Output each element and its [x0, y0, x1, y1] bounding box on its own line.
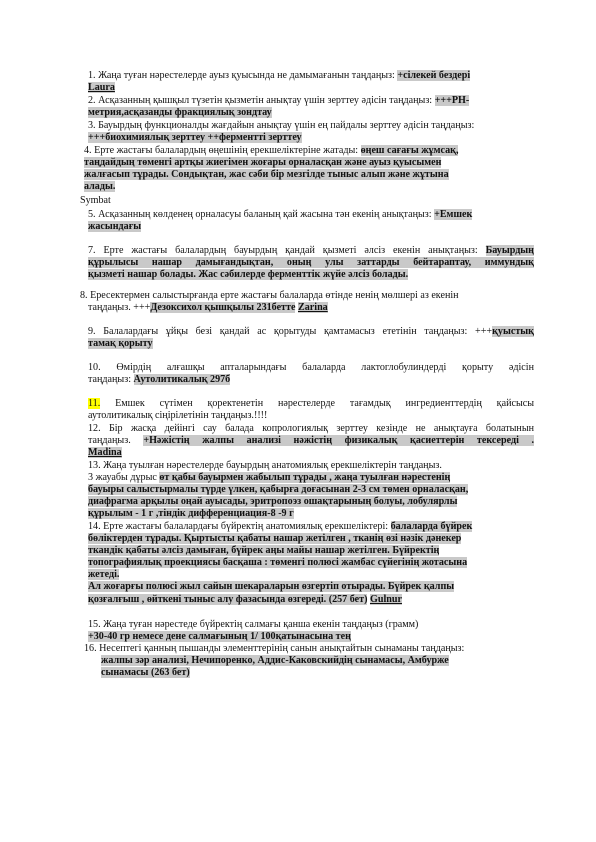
question-8-text-cont: таңдаңыз. +++	[88, 302, 151, 314]
question-13-text: 13. Жаңа туылған нәрестелерде бауырдың анатомиялық ерекшеліктерін таңдаңыз.	[88, 460, 442, 471]
question-3-answer: +++биохимиялық зерттеу ++ферменттi зерттеу	[88, 132, 302, 144]
question-13-answer-line: құрылым - 1 г ,тіндік дифференциация-8 -9 г	[88, 508, 294, 520]
question-5-text: 5. Асқазанның көлденең орналасуы баланың қай жасына тән екенің анықтаңыз:	[88, 209, 435, 220]
question-3-text: 3. Бауырдың функционалды жағдайын анықтау үшін ең пайдалы зерттеу әдісін таңдаңыз:	[88, 120, 475, 131]
question-10-text-cont: таңдаңыз:	[88, 374, 134, 386]
question-12-author: Madina	[88, 447, 122, 459]
question-7-answer-line: қызметі нашар болады. Жас сәбилерде ферменттік жүйе әлсіз болады.	[88, 269, 409, 281]
question-15	[88, 619, 418, 643]
question-1	[88, 70, 470, 94]
question-16-answer: жалпы зәр анализі, Нечипоренко, Аддис-Каковскийдің сынамасы, Амбурже	[101, 655, 449, 667]
question-10-answer: Аутолитикалық 297б	[133, 374, 231, 386]
question-12-text-cont: таңдаңыз.	[88, 435, 144, 447]
question-15-text: 15. Жаңа туған нәрестеде бүйректің салмағы қанша екенін таңдаңыз (грамм)	[88, 619, 419, 630]
question-10	[88, 362, 534, 386]
question-2-text: 2. Асқазанның қышқыл түзетін қызметін анықтау үшін зерттеу әдісін таңдаңыз:	[88, 95, 435, 106]
question-3	[88, 120, 474, 144]
question-11-number: 11.	[88, 398, 101, 409]
question-1-author: Laura	[88, 82, 115, 94]
question-9	[88, 326, 534, 350]
question-14-author: Gulnur	[369, 593, 402, 605]
question-14-answer: балаларда бүйрек	[390, 521, 473, 532]
question-4-answer: өңеш сағағы жұмсақ,	[360, 145, 459, 156]
question-13-answer: өт қабы бауырмен жабылып тұрады , жаңа туылған нәрестенің	[159, 472, 451, 484]
question-14-text: 14. Ерте жастағы балалардағы бүйректің анатомиялық ерекшеліктері:	[88, 521, 391, 532]
question-9-text: 9. Балалардағы ұйқы безі қандай ас қорытуды қамтамасыз ететінін таңдаңыз: +++	[88, 326, 493, 337]
question-11	[88, 398, 534, 422]
question-7-text: 7. Ерте жастағы балалардың бауырдың қандай қызметі әлсіз екенін анықтаңыз:	[88, 245, 486, 256]
question-11-text-cont: аутолитикалық сіңірілетінін таңдаңыз.!!!!	[88, 410, 268, 422]
question-4-answer-line: алады.	[84, 181, 116, 193]
question-5	[88, 209, 472, 233]
question-12-answer: +Нәжістің жалпы анализі нәжістің физикалық қасиеттерін тексереді .	[143, 435, 534, 447]
question-9-answer: қуыстық	[492, 326, 534, 337]
question-7-answer: Бауырдың	[485, 245, 534, 256]
question-12	[88, 423, 534, 459]
question-13-answer-line: бауыры салыстырмалы түрде үлкен, қабырға доғасынан 2-3 см төмен орналасқан,	[88, 484, 469, 496]
question-4-answer-line: таңдайдың төменгі артқы жиегімен жоғары орналасқан және ауыз қуысымен	[84, 157, 442, 169]
question-4-answer-line: жалғасып тұрады. Сондықтан, жас сәби бір мезгілде тыныс алып және жұтына	[84, 169, 449, 181]
question-16	[84, 643, 464, 679]
question-14	[88, 521, 472, 606]
question-8-author: Zarina	[298, 302, 328, 314]
question-12-text: 12. Бір жасқа дейінгі сау балада копрологиялық зерттеу кезінде не анықтауға болатынын	[88, 423, 534, 434]
question-8-answer: Дезоксихол қышқылы 231бетте	[150, 302, 296, 314]
question-14-answer-line: қозғалғыш , өйткені тыныс алу фазасында өзгереді. (257 бет)	[88, 593, 368, 605]
question-14-answer-line: топографиялық проекциясы басқаша : төменгі полюсі жамбас сүйегінің жотасына	[88, 557, 468, 569]
question-2	[88, 95, 469, 119]
question-7-answer-line: құрылысы нашар дамығандықтан, оның улы заттарды бейтараптау, иммундық	[88, 257, 534, 269]
question-15-answer: +30-40 гр немесе дене салмағының 1/ 100қатынасына тең	[88, 631, 351, 643]
question-2-answer: +++PH-	[434, 95, 470, 106]
question-4-text: 4. Ерте жастағы балалардың өңешінің ерекшеліктеріне жатады:	[84, 145, 361, 156]
question-2-answer-cont: метрия,асқазанды фракциялық зондтау	[88, 107, 272, 119]
question-14-answer-line: ткандік қабаты әлсіз дамыған, бүйрек аңы майы нашар жетілген. Бүйректің	[88, 545, 440, 557]
question-16-text: 16. Несептегі қанның пышанды элементтерінің санын анықтайтын сынаманы таңдаңыз:	[84, 643, 465, 654]
question-16-answer-line: сынамасы (263 бет)	[101, 667, 190, 679]
question-14-answer-line: Ал жоғарғы полюсі жыл сайын шекараларын өзгертіп отырады. Бүйрек қалпы	[88, 581, 455, 593]
question-8-text: 8. Ересектермен салыстырғанда ерте жастағы балаларда өтінде ненің мөлшері аз екенін	[80, 290, 459, 301]
question-10-text: 10. Өмірдің алғашқы апталарындағы балаларда лактоглобулиндерді қорыту әдісін	[88, 362, 534, 373]
question-7	[88, 245, 534, 281]
question-5-answer: +Емшек	[434, 209, 473, 220]
question-4	[84, 145, 458, 193]
question-11-text: Емшек сүтімен қоректенетін нәрестелерде тағамдық ингредиенттердің қайсысы	[100, 398, 534, 409]
question-14-answer-line: жетеді.	[88, 569, 120, 581]
question-13-answer-line: диафрагма арқылы оңай ауысады, эритропоэз ошақтарының болуы, лобулярлы	[88, 496, 458, 508]
question-14-answer-line: бөліктерден тұрады. Қыртысты қабаты нашар жетілген , тканің өзі нәзік дәнекер	[88, 533, 462, 545]
question-1-text: 1. Жаңа туған нәрестелерде ауыз қуысында не дамымағанын таңдаңыз:	[88, 70, 398, 81]
question-5-answer-cont: жасындағы	[88, 221, 142, 233]
question-9-answer-cont: тамақ қорыту	[88, 338, 153, 350]
question-8	[80, 290, 459, 314]
question-13-intro: 3 жауабы дұрыс	[88, 472, 160, 484]
question-4-author: Symbat	[80, 195, 111, 206]
question-13	[88, 460, 468, 520]
question-1-answer: +сілекей бездері	[397, 70, 471, 81]
